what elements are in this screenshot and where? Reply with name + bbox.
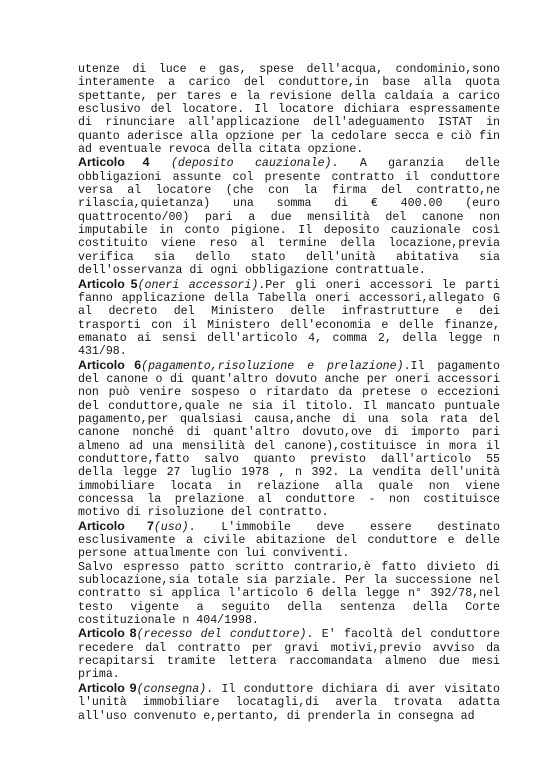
paragraph-articolo-4 — [78, 156, 500, 277]
document-page — [78, 63, 500, 723]
article-title: (oneri accessori) — [137, 278, 259, 292]
paragraph-utenze — [78, 63, 500, 156]
paragraph-text: .Per gli oneri accessori le parti fanno applicazione della Tabella oneri accessori,allegato G al decreto del Ministero delle infrastrutture e dei trasporti con il Ministero dell'economia e delle finanze, emanato ai sensi dell'articolo 4, comma 2, della legge n 431/98. — [78, 278, 500, 359]
paragraph-articolo-5 — [78, 278, 500, 359]
paragraph-articolo-9 — [78, 682, 500, 723]
paragraph-text: Salvo espresso patto scritto contrario,è fatto divieto di sublocazione,sia totale sia parziale. Per la successione nel contratto si applica l'articolo 6 della legge n° 392/78,nel testo vigente a seguito della sentenza della Corte costituzionale n 404/1998. — [78, 560, 500, 628]
article-title: (consegna) — [136, 682, 207, 696]
article-heading: Articolo 6 — [78, 357, 142, 372]
article-heading: Articolo 9 — [78, 680, 137, 695]
paragraph-articolo-8 — [78, 627, 500, 681]
paragraph-text: . Il conduttore dichiara di aver visitato l'unità immobiliare locatagli,di averla trovata adatta all'uso convenuto e,pertanto, di prenderla in consegna ad — [78, 682, 500, 723]
article-heading: Articolo 7 — [78, 518, 154, 533]
article-heading: Articolo 8 — [78, 626, 137, 641]
paragraph-text: . L'immobile deve essere destinato esclusivamente a civile abitazione del conduttore e delle persone attualmente con lui conviventi. — [78, 520, 500, 561]
article-title: (pagamento,risoluzione e prelazione) — [141, 359, 404, 373]
paragraph-text: . A garanzia delle obbligazioni assunte col presente contratto il conduttore versa al locatore (che con la firma del contratto,ne rilascia,quietanza) una somma di € 400.00 (euro quattrocento/00) pari a due mensilità del canone non imputabile in conto pigione. Il deposito cauzionale così costituito viene reso al termine della locazione,previa verifica sia dello stato dell'unità abitativa sia dell'osservanza di ogni obbligazione contrattuale. — [78, 157, 500, 278]
paragraph-text: utenze di luce e gas, spese dell'acqua, condominio,sono interamente a carico del conduttore,in base alla quota spettante, per tares e la revisione della caldaia a carico esclusivo del locatore. Il locatore dichiara espressamente di rinunciare all'applicazione dell'adeguamento ISTAT in quanto aderisce alla opzione per la cedolare secca e ciò fin ad eventuale revoca della citata opzione. — [78, 63, 500, 157]
paragraph-articolo-6 — [78, 359, 500, 520]
article-title: (deposito cauzionale) — [170, 157, 332, 171]
article-heading: Articolo 5 — [78, 276, 138, 291]
article-heading: Articolo 4 — [78, 155, 150, 170]
paragraph-sublocazione — [78, 561, 500, 628]
article-title: (uso) — [153, 520, 189, 534]
article-title: (recesso del conduttore) — [136, 628, 307, 642]
paragraph-articolo-7 — [78, 520, 500, 561]
paragraph-text: . E' facoltà del conduttore recedere dal contratto per gravi motivi,previo avviso da recapitarsi tramite lettera raccomandata almeno due mesi prima. — [78, 628, 500, 682]
paragraph-text: .Il pagamento del canone o di quant'altro dovuto anche per oneri accessori non può venire sospeso o ritardato da pretese o eccezioni del conduttore,quale ne sia il titolo. Il mancato puntuale pagamento,per qualsiasi causa,anche di una sola rata del canone nonché di quant'altro dovuto,ove di importo pari almeno ad una mensilità del canone),costituisce in mora il conduttore,fatto salvo quanto previsto dall'articolo 55 della legge 27 luglio 1978 , n 392. La vendita dell'unità immobiliare locata in relazione alla quale non viene concessa la prelazione al conduttore - non costituisce motivo di risoluzione del contratto. — [78, 359, 500, 520]
